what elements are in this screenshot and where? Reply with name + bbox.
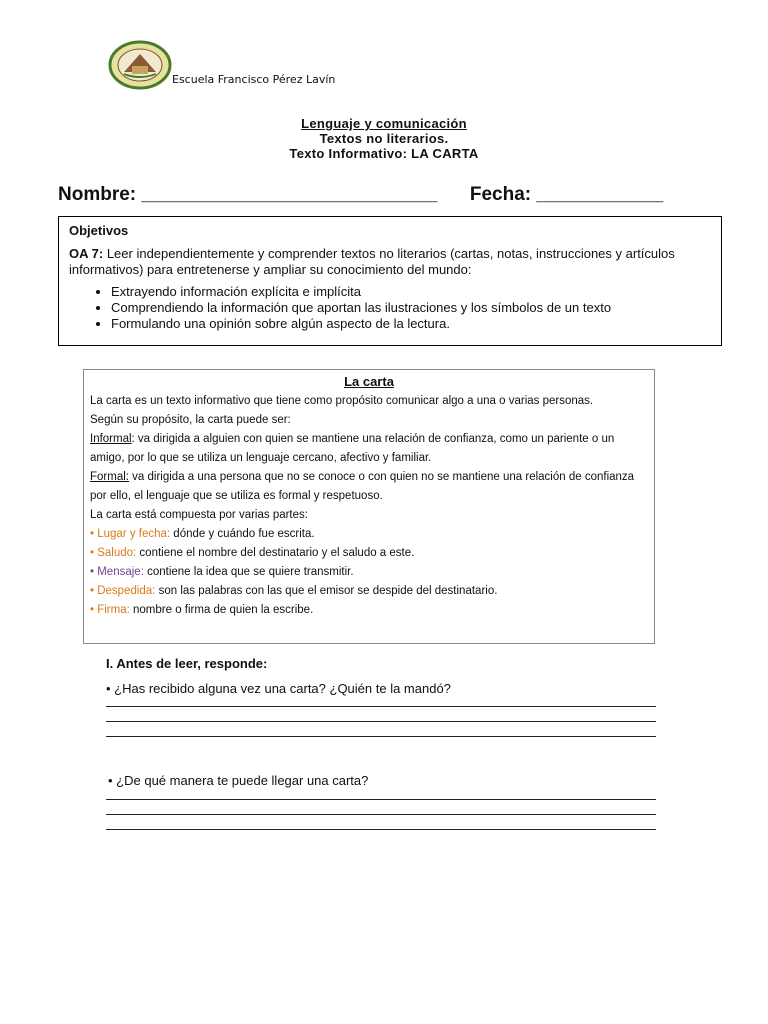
carta-title: La carta (344, 374, 394, 389)
carta-part: • Lugar y fecha: dónde y cuándo fue escrita. (90, 528, 315, 540)
question-2: • ¿De qué manera te puede llegar una carta? (108, 773, 369, 788)
carta-parts-intro: La carta está compuesta por varias partes: (90, 509, 308, 521)
school-logo (108, 40, 172, 90)
objective-bullets (69, 284, 711, 332)
topic-title: Texto Informativo: LA CARTA (289, 146, 479, 161)
objective-bullet: • Extrayendo información explícita e implícita (111, 284, 711, 300)
answer-line[interactable] (106, 706, 656, 707)
student-fields (58, 184, 718, 206)
objective-bullet: • Formulando una opinión sobre algún aspecto de la lectura. (111, 316, 711, 332)
document-titles (0, 116, 768, 161)
objective-bullet: • Comprendiendo la información que aportan las ilustraciones y los símbolos de un texto (111, 300, 711, 316)
carta-purpose: Según su propósito, la carta puede ser: (90, 414, 291, 426)
carta-informal: Informal: va dirigida a alguien con quien se mantiene una relación de confianza, como un pariente o un amigo, por lo que se utiliza un lenguaje cercano, afectivo y familiar. (90, 433, 615, 464)
question-1: • ¿Has recibido alguna vez una carta? ¿Quién te la mandó? (106, 681, 451, 696)
answer-line[interactable] (106, 721, 656, 722)
carta-part: • Mensaje: contiene la idea que se quiere transmitir. (90, 566, 354, 578)
name-field[interactable]: Nombre: ____________________________ (58, 184, 438, 205)
subtitle: Textos no literarios. (319, 131, 449, 146)
carta-part: • Saludo: contiene el nombre del destinatario y el saludo a este. (90, 547, 415, 559)
date-field[interactable]: Fecha: ____________ (469, 184, 664, 205)
school-name: Escuela Francisco Pérez Lavín (172, 73, 336, 86)
objectives-heading: Objetivos (69, 223, 129, 238)
subject-title: Lenguaje y comunicación (301, 116, 467, 131)
answer-line[interactable] (106, 814, 656, 815)
carta-intro: La carta es un texto informativo que tiene como propósito comunicar algo a una o varias personas. (90, 395, 594, 407)
objective-code: OA 7: (69, 246, 104, 261)
answer-line[interactable] (106, 799, 656, 800)
section-title: I. Antes de leer, responde: (106, 656, 268, 671)
carta-part: • Firma: nombre o firma de quien la escribe. (90, 604, 314, 616)
objective-text: OA 7: Leer independientemente y comprender textos no literarios (cartas, notas, instrucciones y artículos informativos) para entretenerse y ampliar su conocimiento del mundo: (69, 246, 675, 277)
carta-part: • Despedida: son las palabras con las que el emisor se despide del destinatario. (90, 585, 498, 597)
answer-line[interactable] (106, 829, 656, 830)
answer-line[interactable] (106, 736, 656, 737)
la-carta-box (83, 369, 655, 644)
carta-formal: Formal: va dirigida a una persona que no se conoce o con quien no se mantiene una relación de confianza por ello, el lenguaje que se utiliza es formal y respetuoso. (90, 471, 635, 502)
objectives-box (58, 216, 722, 346)
